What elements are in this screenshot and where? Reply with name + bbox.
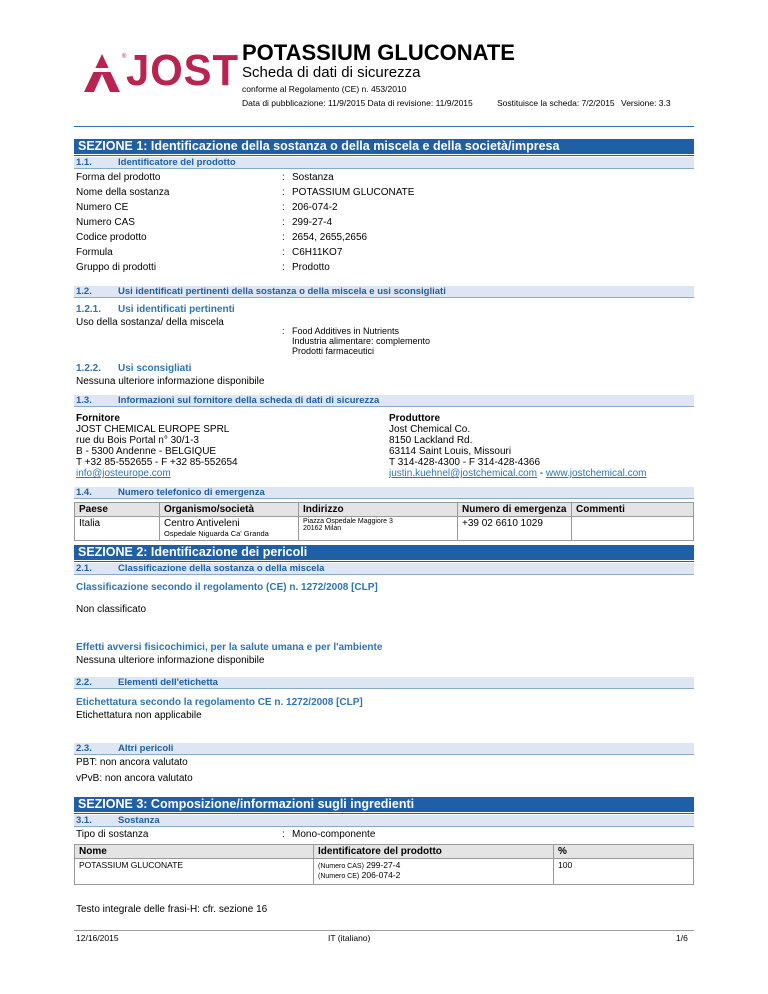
- svg-text:®: ®: [122, 54, 127, 60]
- subsection-number: 1.2.: [76, 286, 92, 297]
- effects-text: Nessuna ulteriore informazione disponibile: [76, 655, 265, 666]
- vpvb-text: vPvB: non ancora valutato: [76, 773, 193, 784]
- subsection-number: 1.1.: [76, 157, 92, 168]
- supplier-email-link[interactable]: info@josteurope.com: [76, 468, 171, 479]
- row-label: Nome della sostanza: [76, 187, 170, 198]
- subsection-1-2-2-number: 1.2.2.: [76, 363, 102, 374]
- producer-heading: Produttore: [389, 413, 441, 424]
- advised-against-text: Nessuna ulteriore informazione disponibile: [76, 376, 265, 387]
- cell-address-line: 20162 Milan: [303, 525, 342, 532]
- section-1-header: [74, 139, 694, 154]
- effects-heading: Effetti avversi fisicochimici, per la salute umana e per l'ambiente: [76, 642, 383, 653]
- section-3-title: SEZIONE 3: Composizione/informazioni sugli ingredienti: [78, 797, 415, 811]
- subsection-title: Classificazione della sostanza o della miscela: [118, 563, 325, 574]
- subsection-1-2-1-number: 1.2.1.: [76, 304, 102, 315]
- subsection-2-2-header: [74, 677, 694, 689]
- producer-line: T 314-428-4300 - F 314-428-4366: [389, 457, 541, 468]
- supplier-heading: Fornitore: [76, 413, 120, 424]
- row-label: Formula: [76, 247, 113, 258]
- publication-dates: Data di pubblicazione: 11/9/2015 Data di revisione: 11/9/2015: [242, 98, 473, 108]
- subsection-title: Informazioni sul fornitore della scheda di dati di sicurezza: [118, 395, 380, 406]
- supplier-line: JOST CHEMICAL EUROPE SPRL: [76, 424, 230, 435]
- cell-phone: +39 02 6610 1029: [458, 517, 572, 541]
- row-label: Gruppo di prodotti: [76, 262, 157, 273]
- footer-divider: [74, 930, 694, 931]
- producer-line: 8150 Lackland Rd.: [389, 435, 473, 446]
- producer-website-link[interactable]: www.jostchemical.com: [545, 468, 647, 479]
- subsection-1-4-header: [74, 487, 694, 499]
- producer-email-link[interactable]: justin.kuehnel@jostchemical.com: [389, 468, 537, 479]
- column-header: Identificatore del prodotto: [314, 845, 554, 859]
- label-text: Etichettatura non applicabile: [76, 710, 202, 721]
- subsection-number: 1.4.: [76, 487, 92, 498]
- footer-language: IT (italiano): [328, 933, 371, 943]
- subsection-number: 2.3.: [76, 743, 92, 754]
- column-header: Nome: [75, 845, 314, 859]
- subsection-title: Numero telefonico di emergenza: [118, 487, 265, 498]
- row-label: Codice prodotto: [76, 232, 147, 243]
- producer-line: Jost Chemical Co.: [389, 424, 471, 435]
- company-logo: [82, 46, 239, 95]
- cell-organization-sub: Ospedale Niguarda Ca' Granda: [164, 529, 269, 538]
- column-header: Numero di emergenza: [458, 503, 572, 517]
- column-header: Organismo/società: [160, 503, 299, 517]
- uses-label: Uso della sostanza/ della miscela: [76, 317, 224, 328]
- section-2-title: SEZIONE 2: Identificazione dei pericoli: [78, 545, 308, 559]
- row-value: Prodotto: [292, 262, 330, 273]
- supplier-line: T +32 85-552655 - F +32 85-552654: [76, 457, 238, 468]
- use-value: Industria alimentare: complemento: [292, 336, 431, 346]
- row-label: Numero CE: [76, 202, 129, 213]
- substance-type-value: Mono-componente: [292, 829, 376, 840]
- cell-address-line: Piazza Ospedale Maggiore 3: [303, 518, 393, 525]
- table-header-row: [75, 503, 694, 517]
- use-value: Food Additives in Nutrients: [292, 326, 400, 336]
- clp-heading: Classificazione secondo il regolamento (CE) n. 1272/2008 [CLP]: [76, 582, 378, 593]
- version-label: Versione: 3.3: [621, 98, 671, 108]
- substance-type-label: Tipo di sostanza: [76, 829, 149, 840]
- footer-date: 12/16/2015: [76, 933, 119, 943]
- table-header-row: [75, 845, 694, 859]
- column-header: %: [554, 845, 694, 859]
- cas-number: 299-27-4: [366, 860, 401, 870]
- section-1-title: SEZIONE 1: Identificazione della sostanza o della miscela e della società/impresa: [78, 139, 560, 153]
- clp-text: Non classificato: [76, 604, 147, 615]
- row-value: C6H11KO7: [292, 247, 343, 258]
- subsection-2-1-header: [74, 563, 694, 575]
- column-header: Indirizzo: [299, 503, 458, 517]
- subsection-title: Elementi dell'etichetta: [118, 677, 218, 688]
- subsection-1-2-header: [74, 286, 694, 298]
- document-title: POTASSIUM GLUCONATE: [242, 40, 515, 65]
- subsection-number: 2.2.: [76, 677, 92, 688]
- subsection-2-3-header: [74, 743, 694, 755]
- row-label: Forma del prodotto: [76, 172, 161, 183]
- document-subtitle: Scheda di dati di sicurezza: [242, 64, 421, 81]
- column-header: Paese: [75, 503, 160, 517]
- subsection-number: 3.1.: [76, 815, 92, 826]
- subsection-1-2-2-title: Usi sconsigliati: [118, 363, 192, 374]
- ce-number: 206-074-2: [361, 870, 401, 880]
- subsection-number: 1.3.: [76, 395, 92, 406]
- row-value: POTASSIUM GLUCONATE: [292, 187, 415, 198]
- section-2-header: [74, 545, 694, 560]
- composition-table: [74, 844, 694, 885]
- producer-line: 63114 Saint Louis, Missouri: [389, 446, 512, 457]
- emergency-table: [74, 502, 694, 541]
- row-value: Sostanza: [292, 172, 334, 183]
- subsection-title: Sostanza: [118, 815, 160, 826]
- row-label: Numero CAS: [76, 217, 135, 228]
- cell-organization: Centro Antiveleni: [164, 518, 240, 529]
- table-row: [75, 859, 694, 885]
- subsection-1-3-header: [74, 395, 694, 407]
- pbt-text: PBT: non ancora valutato: [76, 757, 188, 768]
- subsection-1-1-header: [74, 157, 694, 169]
- supplier-line: B - 5300 Andenne - BELGIQUE: [76, 446, 217, 457]
- supplier-line: rue du Bois Portal n° 30/1-3: [76, 435, 199, 446]
- row-value: 2654, 2655,2656: [292, 232, 368, 243]
- cell-name: POTASSIUM GLUCONATE: [79, 860, 184, 870]
- header-divider: [74, 126, 694, 127]
- section-3-header: [74, 797, 694, 812]
- subsection-title: Usi identificati pertinenti della sostanza o della miscela e usi sconsigliati: [118, 286, 446, 297]
- subsection-1-2-1-title: Usi identificati pertinenti: [118, 304, 235, 315]
- use-value: Prodotti farmaceutici: [292, 346, 375, 356]
- logo-wordmark: JOST: [126, 46, 239, 95]
- row-value: 299-27-4: [292, 217, 333, 228]
- subsection-3-1-header: [74, 815, 694, 827]
- table-row: [75, 517, 694, 541]
- ce-prefix: (Numero CE): [318, 873, 360, 880]
- cell-percent: 100: [558, 860, 573, 870]
- row-value: 206-074-2: [292, 202, 338, 213]
- conformity-note: conforme al Regolamento (CE) n. 453/2010: [242, 84, 407, 94]
- footer-page-number: 1/6: [676, 933, 688, 943]
- cell-comments: [572, 517, 694, 541]
- subsection-title: Identificatore del prodotto: [118, 157, 236, 168]
- cell-country: Italia: [75, 517, 160, 541]
- h-phrases-note: Testo integrale delle frasi-H: cfr. sezione 16: [76, 904, 268, 915]
- replaces-sheet: Sostituisce la scheda: 7/2/2015: [497, 98, 615, 108]
- label-heading: Etichettatura secondo la regolamento CE n. 1272/2008 [CLP]: [76, 697, 363, 708]
- subsection-number: 2.1.: [76, 563, 92, 574]
- cas-prefix: (Numero CAS): [318, 863, 364, 870]
- column-header: Commenti: [572, 503, 694, 517]
- subsection-title: Altri pericoli: [118, 743, 174, 754]
